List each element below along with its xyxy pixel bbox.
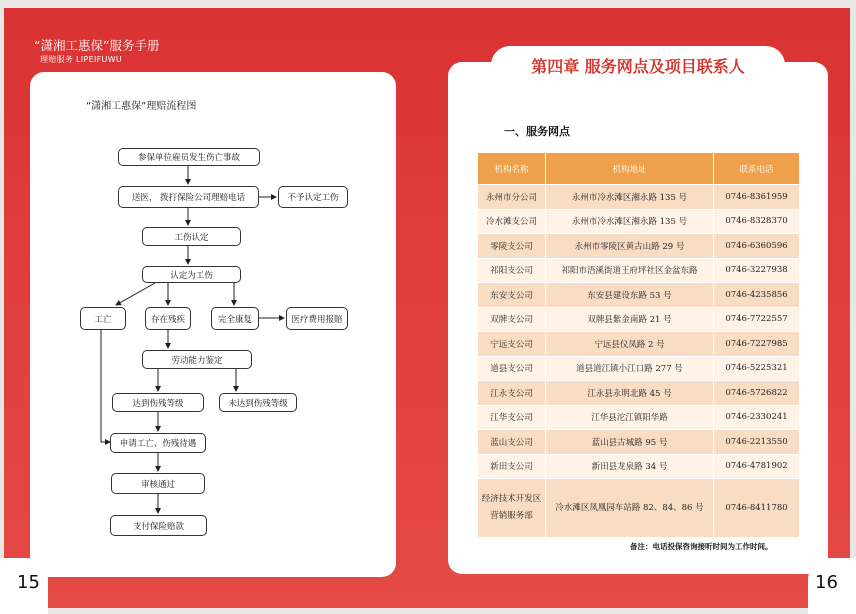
flow-step-disability-grade-met: 达到伤残等级 <box>112 393 204 412</box>
cell-org-name: 经济技术开发区营销服务部 <box>478 479 546 538</box>
manual-title: “潇湘工惠保”服务手册 <box>34 38 160 53</box>
cell-phone: 0746-8361959 <box>714 185 800 210</box>
table-row <box>478 479 800 538</box>
cell-org-address: 冷水滩区凤凰园车站路 82、84、86 号 <box>546 479 714 538</box>
cell-org-name: 东安支公司 <box>478 283 546 308</box>
table-row <box>478 185 800 210</box>
table-note: 备注：电话投保咨询接听时间为工作时间。 <box>630 542 773 551</box>
cell-phone: 0746-3227938 <box>714 258 800 283</box>
cell-org-address: 蓝山县古城路 95 号 <box>546 430 714 455</box>
table-body <box>478 185 800 538</box>
arrow-n6-n13 <box>101 330 110 442</box>
cell-phone: 0746-6360596 <box>714 234 800 259</box>
cell-phone: 0746-2213550 <box>714 430 800 455</box>
cell-org-name: 永州市分公司 <box>478 185 546 210</box>
table-row <box>478 405 800 430</box>
cell-org-name: 零陵支公司 <box>478 234 546 259</box>
cell-org-address: 永州市零陵区黄古山路 29 号 <box>546 234 714 259</box>
cell-phone: 0746-5726822 <box>714 381 800 406</box>
page-number-left: 15 <box>17 572 40 593</box>
cell-phone: 0746-8328370 <box>714 209 800 234</box>
cell-phone: 0746-8411780 <box>714 479 800 538</box>
header-org-name: 机构名称 <box>478 153 546 185</box>
flow-step-death: 工亡 <box>80 307 126 330</box>
cell-org-address: 道县道江镇小江口路 277 号 <box>546 356 714 381</box>
flow-step-pay-claim: 支付保险赔款 <box>110 515 207 536</box>
table-row <box>478 234 800 259</box>
cell-org-address: 双牌县紫金南路 21 号 <box>546 307 714 332</box>
cell-org-name: 双牌支公司 <box>478 307 546 332</box>
table-row <box>478 283 800 308</box>
cell-phone: 0746-4781902 <box>714 454 800 479</box>
cell-org-address: 东安县建设东路 53 号 <box>546 283 714 308</box>
cell-org-address: 宁远县仪凤路 2 号 <box>546 332 714 357</box>
cell-phone: 0746-7227985 <box>714 332 800 357</box>
cell-org-name: 宁远支公司 <box>478 332 546 357</box>
cell-org-address: 江华县沱江镇阳华路 <box>546 405 714 430</box>
flow-step-not-recognized: 不予认定工伤 <box>278 186 348 208</box>
cell-org-name: 蓝山支公司 <box>478 430 546 455</box>
header-org-address: 机构地址 <box>546 153 714 185</box>
cell-org-name: 新田支公司 <box>478 454 546 479</box>
cell-phone: 0746-4235856 <box>714 283 800 308</box>
table-row <box>478 307 800 332</box>
flow-step-review-approved: 审核通过 <box>111 473 205 494</box>
table-row <box>478 430 800 455</box>
table-header-row <box>478 153 800 185</box>
cell-phone: 0746-5225321 <box>714 356 800 381</box>
manual-subtitle: 理赔服务 LIPEIFUWU <box>40 55 123 64</box>
cell-org-address: 永州市冷水滩区湘永路 135 号 <box>546 209 714 234</box>
header-phone: 联系电话 <box>714 153 800 185</box>
flow-step-medical-reimbursement: 医疗费用报賠 <box>286 307 348 330</box>
table-row <box>478 454 800 479</box>
flowchart-title: “潇湘工惠保”理赔流程图 <box>86 101 197 112</box>
table-row <box>478 332 800 357</box>
flow-step-full-recovery: 完全康复 <box>211 307 259 330</box>
table-row <box>478 356 800 381</box>
cell-org-name: 江永支公司 <box>478 381 546 406</box>
flow-step-accident: 参保单位雇员发生伤亡事故 <box>118 148 260 166</box>
flow-step-capacity-evaluation: 劳动能力鉴定 <box>142 350 252 369</box>
service-outlets-table <box>477 152 800 538</box>
flow-step-call-insurer: 送医， 拨打保险公司理赔电话 <box>118 186 259 208</box>
arrow-n5-n6 <box>116 283 155 305</box>
table-row <box>478 258 800 283</box>
cell-org-address: 祁阳市浯溪街道王府坪社区金盆东路 <box>546 258 714 283</box>
flow-step-recognized: 认定为工伤 <box>142 266 241 283</box>
cell-org-address: 永州市冷水滩区湘永路 135 号 <box>546 185 714 210</box>
cell-phone: 0746-7722557 <box>714 307 800 332</box>
cell-org-name: 冷水滩支公司 <box>478 209 546 234</box>
flow-step-injury-assessment: 工伤认定 <box>142 227 241 246</box>
flow-step-disability-grade-not-met: 未达到伤残等级 <box>219 393 297 412</box>
cell-org-address: 江永县永明北路 45 号 <box>546 381 714 406</box>
cell-org-name: 道县支公司 <box>478 356 546 381</box>
chapter-title: 第四章 服务网点及项目联系人 <box>491 46 785 84</box>
table-row <box>478 381 800 406</box>
cell-org-name: 江华支公司 <box>478 405 546 430</box>
table-row <box>478 209 800 234</box>
section-title: 一、服务网点 <box>504 125 570 138</box>
flow-step-disability: 存在残疾 <box>145 307 191 330</box>
flow-step-apply-benefits: 申请工亡、伤残待遇 <box>110 433 206 453</box>
cell-org-address: 新田县龙泉路 34 号 <box>546 454 714 479</box>
cell-org-name: 祁阳支公司 <box>478 258 546 283</box>
page-number-right: 16 <box>815 572 838 593</box>
cell-phone: 0746-2330241 <box>714 405 800 430</box>
